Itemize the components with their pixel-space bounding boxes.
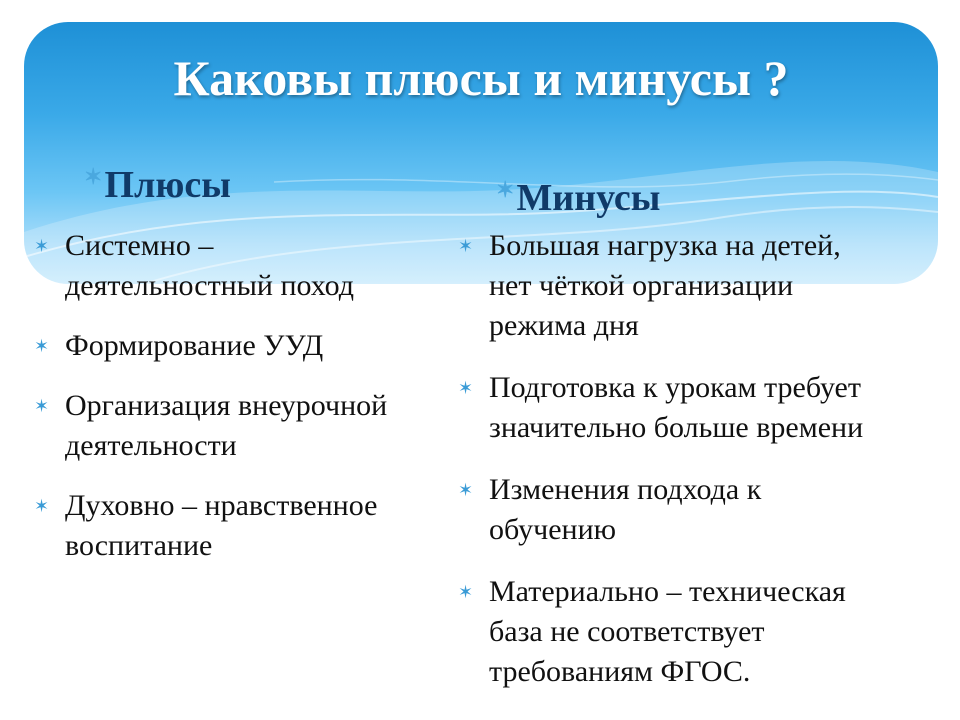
pros-list bbox=[34, 226, 454, 566]
cons-heading bbox=[496, 176, 660, 220]
six-pointed-star-icon: ✶ bbox=[34, 496, 50, 516]
list-item bbox=[34, 326, 454, 366]
list-item bbox=[458, 368, 948, 448]
list-item bbox=[34, 226, 454, 306]
list-item bbox=[34, 386, 454, 466]
list-item-text: Большая нагрузка на детей, нет чёткой организации режима дня bbox=[489, 229, 841, 342]
cons-heading-label: Минусы bbox=[516, 177, 661, 219]
list-item bbox=[34, 486, 454, 566]
list-item-text: Организация внеурочной деятельности bbox=[65, 389, 388, 462]
six-pointed-star-icon: ✶ bbox=[458, 236, 474, 256]
list-item bbox=[458, 470, 948, 550]
pros-heading bbox=[84, 163, 231, 207]
list-item-text: Изменения подхода к обучению bbox=[489, 473, 762, 546]
list-item-text: Материально – техническая база не соответствует требованиям ФГОС. bbox=[489, 575, 846, 688]
list-item-text: Формирование УУД bbox=[65, 329, 324, 362]
six-pointed-star-icon: ✶ bbox=[34, 336, 50, 356]
six-pointed-star-icon: ✶ bbox=[496, 177, 515, 202]
six-pointed-star-icon: ✶ bbox=[458, 378, 474, 398]
six-pointed-star-icon: ✶ bbox=[458, 582, 474, 602]
list-item bbox=[458, 572, 948, 692]
six-pointed-star-icon: ✶ bbox=[84, 164, 103, 189]
six-pointed-star-icon: ✶ bbox=[458, 480, 474, 500]
list-item bbox=[458, 226, 948, 346]
slide-title: Каковы плюсы и минусы ? bbox=[173, 50, 789, 106]
list-item-text: Подготовка к урокам требует значительно больше времени bbox=[489, 371, 864, 444]
pros-heading-label: Плюсы bbox=[104, 164, 231, 206]
list-item-text: Духовно – нравственное воспитание bbox=[65, 489, 378, 562]
cons-list bbox=[458, 226, 948, 692]
list-item-text: Системно – деятельностный поход bbox=[65, 229, 355, 302]
six-pointed-star-icon: ✶ bbox=[34, 236, 50, 256]
six-pointed-star-icon: ✶ bbox=[34, 396, 50, 416]
